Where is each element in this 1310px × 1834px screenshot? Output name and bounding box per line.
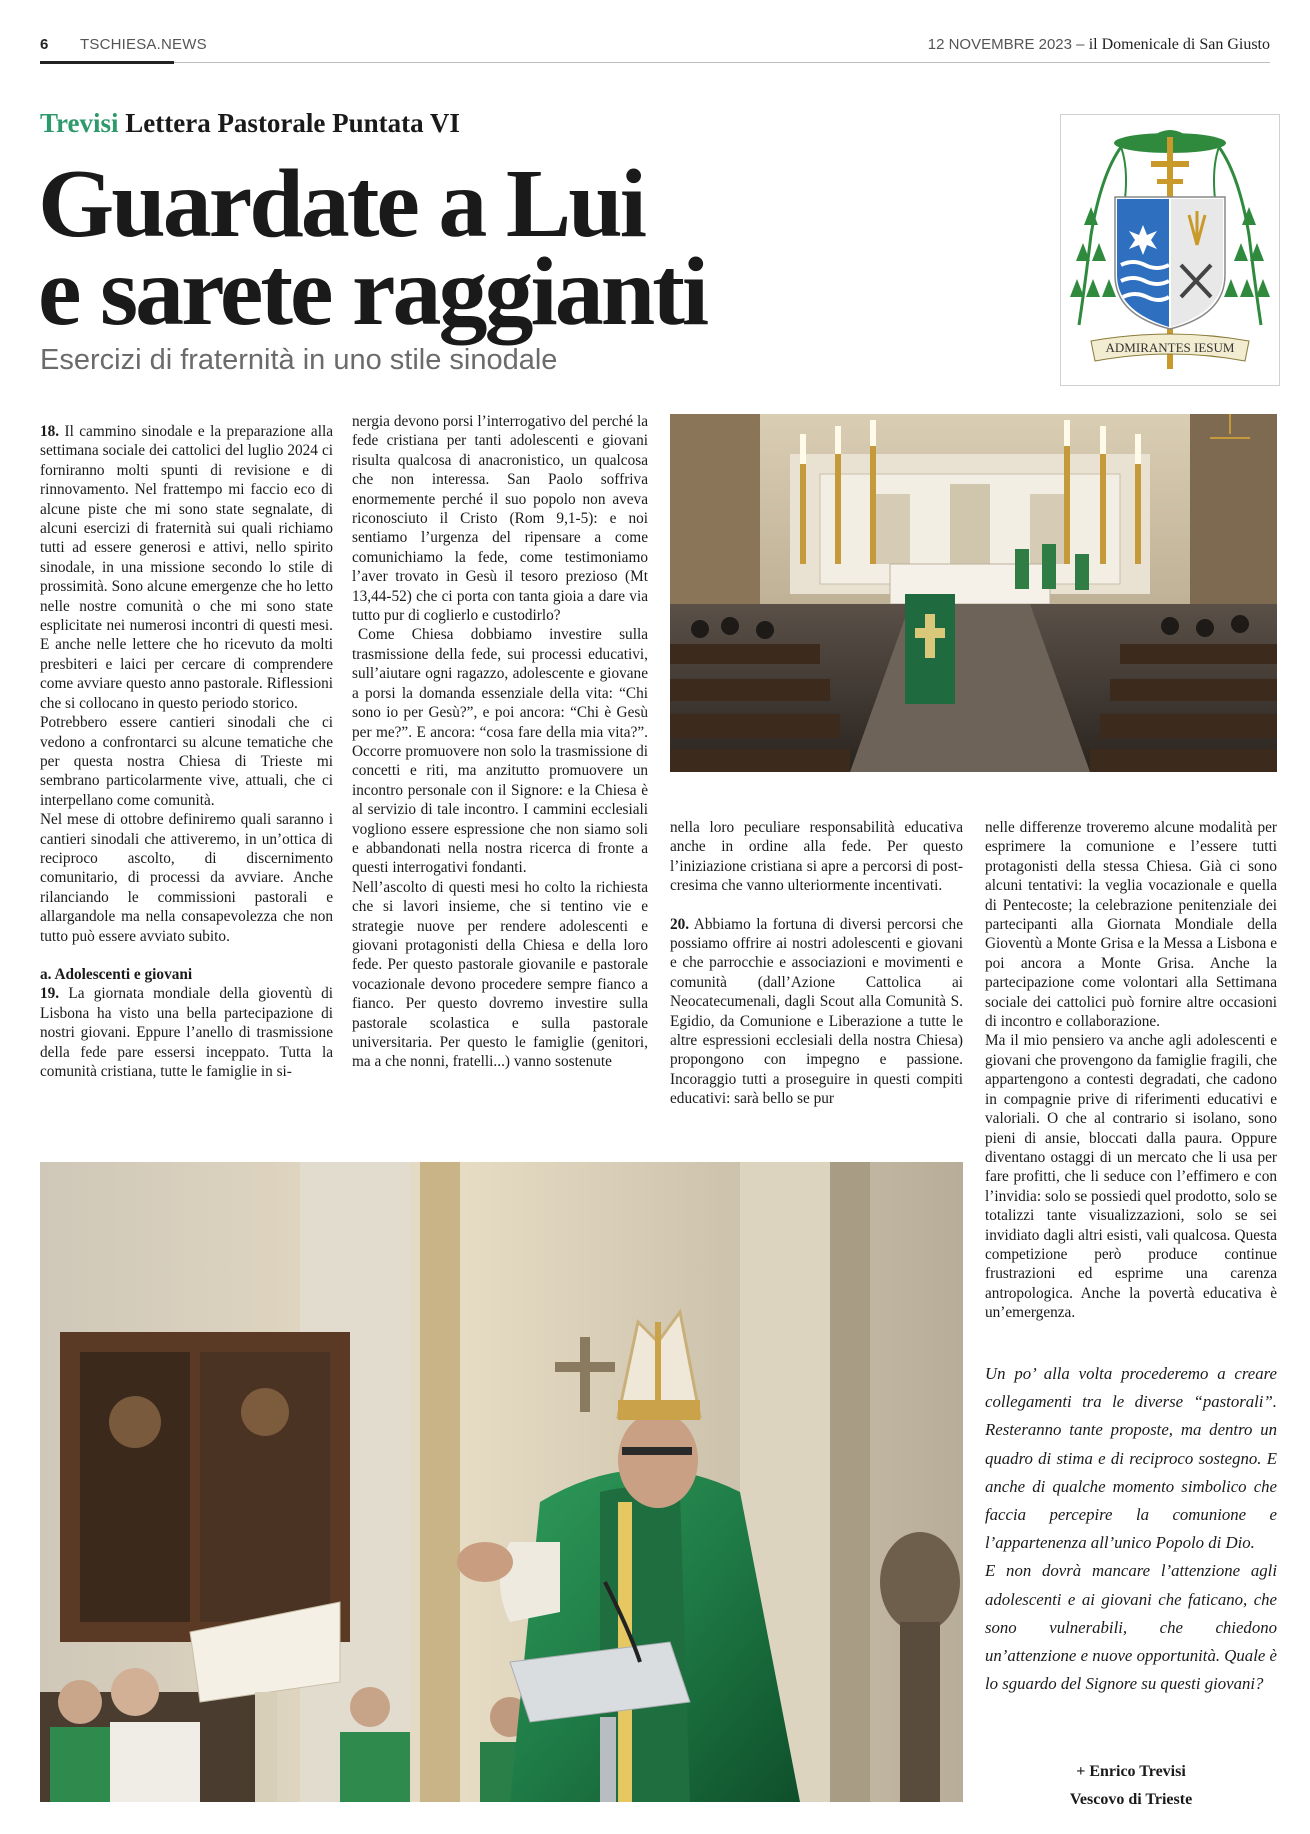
text-column-4 [985, 818, 1277, 1323]
church-interior-image [670, 414, 1277, 772]
text-column-1 [40, 422, 333, 1081]
quote-paragraph: E non dovrà mancare l’attenzione agli adolescenti e ai giovani che faticano, che sono vulnerabili, che chiedono un’attenzione e nuove opportunità. Quale è lo sguardo del Signore su questi giovani? [985, 1561, 1277, 1694]
closing-quote [985, 1360, 1277, 1698]
paragraph: nella loro peculiare responsabilità educativa anche in ordine alla fede. Per questo l’iniziazione cristiana si apre a percorsi di post-cresima che vanno ulteriormente incentivati. [670, 819, 963, 895]
signature-name: + Enrico Trevisi [1076, 1763, 1186, 1780]
coat-of-arms-icon [1061, 115, 1279, 385]
coat-motto: ADMIRANTES IESUM [1105, 340, 1235, 355]
paragraph-18 [40, 422, 333, 713]
paragraph-number: 19. [40, 985, 60, 1003]
issue-info [928, 36, 1270, 54]
paragraph-19 [40, 984, 333, 1081]
coat-of-arms [1060, 114, 1280, 386]
paragraph: nelle differenze troveremo alcune modalità per esprimere la comunione e l’essere tutti protagonisti della stessa Chiesa. Già ci sono alcuni tentativi: la veglia vocazionale e quella di Pentecoste; la celebrazione penitenziale dei partecipanti alla Giornata Mondiale della Gioventù a Monte Grisa e la Messa a Lisbona e poi ancora a Monte Grisa. Anche la partecipazione come volontari alla Settimana sociale dei cattolici può fornire altre occasioni di incontro e collaborazione. [985, 819, 1277, 1031]
section-heading-text: a. Adolescenti e giovani [40, 965, 193, 983]
paragraph-number: 18. [40, 423, 60, 440]
paragraph-text: Il cammino sinodale e la preparazione alla settimana sociale dei cattolici del luglio 2024 ci forniranno molti spunti di revisione e di rinnovamento. Nel frattempo mi faccio eco di alcune piste che mi sono state segnalate, di alcuni esercizi di fraternità sui quali richiamo tutti ad essere generosi e attivi, nello spirito sinodale, in una missione secondo lo stile di prossimità. Sono alcune emergenze che ho letto nelle nostre comunità o che mi sono state esplicitate nei numerosi incontri di questi mesi. E anche nelle lettere che ho ricevuto da molti presbiteri e laici per cercare di comprendere come avviare questo anno pastorale. Riflessioni che si collocano in questo periodo storico. [40, 423, 333, 712]
article-tag: Trevisi [40, 108, 119, 138]
church-interior-photo [670, 414, 1277, 772]
site-name[interactable]: TSCHIESA.NEWS [80, 36, 207, 53]
issue-separator: – [1072, 36, 1089, 53]
paragraph-text: Abbiamo la fortuna di diversi percorsi che possiamo offrire ai nostri adolescenti e giovani e che parrocchie e associazioni e movimenti e comunità (dall’Azione Cattolica ai Neocatecumenali, dagli Scout alla Comunità S. Egidio, da Comunione e Liberazione a tutte le altre espressioni ecclesiali della nostra Chiesa) propongono con impegno e passione. Incoraggio tutti a proseguire in questi compiti educativi: sarà bello se pur [670, 915, 963, 1108]
paragraph-number: 20. [670, 915, 690, 933]
title-line-2: e sarete raggianti [38, 238, 707, 346]
paragraph: Come Chiesa dobbiamo investire sulla trasmissione della fede, sui processi educativi, sull’aiutare ogni ragazzo, adolescente e giovane a porsi la domanda essenziale della vita: “Chi sono io per Gesù?”, e poi ancora: “Chi è Gesù per me?”. E ancora: “cosa fare della mia vita?”. Occorre promuovere non solo la trasmissione di concetti e riti, ma anzitutto promuovere un incontro personale con il Signore: e la Chiesa è al servizio di tale incontro. I cammini ecclesiali vogliono essere espressione che non siamo soli e abbandonati nella nostra ricerca di fronte a questi interrogativi fondanti. [352, 626, 648, 877]
kicker-text: Lettera Pastorale Puntata VI [125, 108, 460, 138]
section-heading [40, 965, 333, 984]
paper-name: il Domenicale di San Giusto [1088, 36, 1270, 53]
bishop-image [40, 1162, 963, 1802]
paragraph: Ma il mio pensiero va anche agli adolescenti e giovani che provengono da famiglie fragili, che appartengono a contesti degradati, che cadono in compagnie prive di riferimenti educativi e valoriali. O che al contrario si isolano, sono pieni di ansie, bloccati dalla paura. Oppure diventano ostaggi di un mercato che li usa per fare profitti, che li seduce con l’effimero e con l’invidia: solo se possiedi quel prodotto, solo se totalizzi tante visualizzazioni, solo se sei invidiato dagli altri esisti, vali qualcosa. Questa competizione però produce continue frustrazioni ed esprime una carenza antropologica. Anche la povertà educativa è un’emergenza. [985, 1032, 1277, 1322]
text-column-2 [352, 412, 648, 1072]
signature-role: Vescovo di Trieste [1069, 1791, 1193, 1808]
article-title [38, 150, 1038, 346]
paragraph: Nel mese di ottobre definiremo quali saranno i cantieri sinodali che attiveremo, in un’ottica di reciproco ascolto, di discernimento comunitario, di processi da avviare. Anche rilanciando le commissioni pastorali e allargandole ma nella consapevolezza che non tutto può essere avviato subito. [40, 811, 333, 945]
paragraph-20 [670, 915, 963, 1109]
paragraph: Nell’ascolto di questi mesi ho colto la richiesta che si lavori insieme, che si tentino vie e strategie nuove per rendere adolescenti e giovani protagonisti della Chiesa e della loro fede. Per questo pastorale giovanile e pastorale vocazionale devono procedere sempre fianco a fianco. Per questo dovremo investire sulla pastorale scolastica e sulla pastorale universitaria. Per questo le famiglie (genitori, ma a che nonni, fratelli...) vanno sostenute [352, 878, 648, 1071]
paragraph: nergia devono porsi l’interrogativo del perché la fede cristiana per tanti adolescenti e giovani risulta qualcosa di anacronistico, un qualcosa che non interessa. San Paolo soffriva enormemente perché il suo popolo non aveva riconosciuto il Cristo (Rom 9,1-5): e noi sentiamo l’urgenza del ripensare a come comunichiamo la fede, come testimoniamo l’aver trovato in Gesù il tesoro prezioso (Mt 13,44-52) che ci porta con tanta gioia a dare via tutto pur di coglierlo e custodirlo? [352, 413, 648, 625]
paragraph: Potrebbero essere cantieri sinodali che ci vedono a confrontarci su alcune tematiche che per questa nostra Chiesa di Trieste mi sembrano particolarmente vive, attuali, che ci interpellano come comunità. [40, 714, 333, 809]
quote-paragraph: Un po’ alla volta procederemo a creare collegamenti tra le diverse “pastorali”. Resteranno tante proposte, ma dentro un quadro di stima e di reciproco sostegno. E anche di qualche momento simbolico che faccia percepire la comunione e l’appartenenza all’unico Popolo di Dio. [985, 1364, 1277, 1553]
text-column-3 [670, 818, 963, 1109]
bishop-photo [40, 1162, 963, 1802]
page-number: 6 [40, 36, 49, 53]
header-rule-accent [40, 61, 174, 64]
title-line-1: Guardate a Lui [38, 150, 644, 258]
paragraph-text: La giornata mondiale della gioventù di Lisbona ha visto una bella partecipazione di nostri giovani. Eppure l’anello di trasmissione della fede pare essersi inceppato. Tutta la comunità cristiana, tutte le famiglie in si- [40, 985, 333, 1080]
header-rule [40, 62, 1270, 63]
signature [985, 1758, 1277, 1814]
issue-date: 12 NOVEMBRE 2023 [927, 36, 1072, 53]
article-kicker [40, 108, 460, 139]
article-subtitle: Esercizi di fraternità in uno stile sinodale [40, 344, 558, 376]
